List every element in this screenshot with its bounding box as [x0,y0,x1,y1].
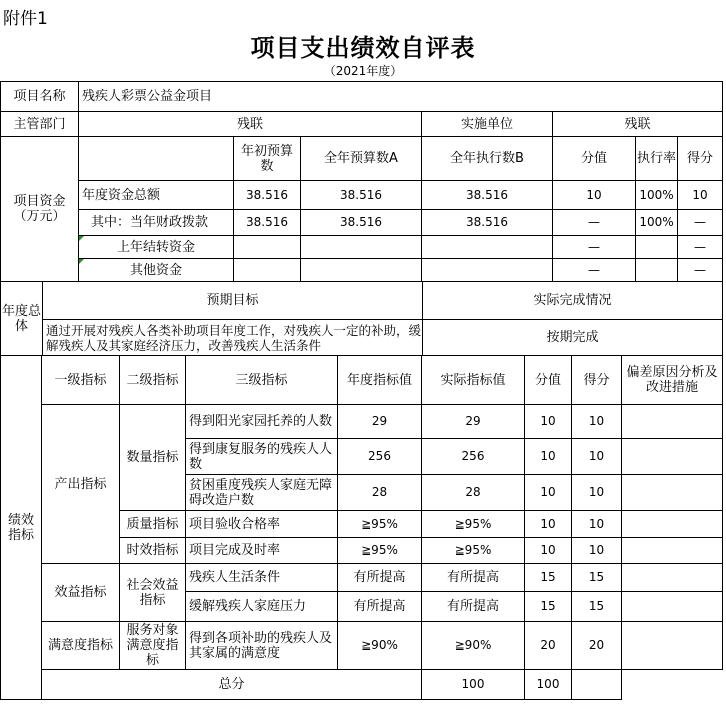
funds-cell[interactable] [234,259,301,282]
funds-cell[interactable]: — [678,259,723,282]
funds-table [0,81,723,282]
indicator-score[interactable]: 10 [572,538,622,564]
funds-cell[interactable] [422,259,553,282]
funds-cell[interactable]: 38.516 [422,181,553,210]
level2-quantity: 数量指标 [120,405,186,511]
expected-goal-text[interactable]: 通过开展对残疾人各类补助项目年度工作，对残疾人一定的补助，缓解残疾人及其家庭经济压力，改善残疾人生活条件 [43,320,423,356]
indicator-deviation[interactable] [622,511,723,538]
goals-label: 年度总体 [1,282,43,356]
indicator-deviation[interactable] [622,564,723,592]
funds-row-name: 上年结转资金 [79,236,234,259]
page-title: 项目支出绩效自评表 [250,34,476,62]
funds-row-name: 其他资金 [79,259,234,282]
funds-cell[interactable]: — [678,236,723,259]
indicator-header-target: 年度指标值 [338,356,422,405]
funds-cell[interactable] [301,236,422,259]
indicator-target[interactable]: 有所提高 [338,592,422,622]
funds-header-score-value: 分值 [553,137,636,181]
indicator-target[interactable]: ≧90% [338,622,422,670]
funds-row-name: 年度资金总额 [79,181,234,210]
indicator-name: 得到各项补助的残疾人及其家属的满意度 [186,622,338,670]
report-year: （2021年度） [323,64,403,78]
funds-cell[interactable]: — [553,259,636,282]
goals-table [0,281,723,356]
funds-cell[interactable]: — [678,210,723,236]
indicator-value[interactable]: 10 [525,405,572,439]
funds-blank-header [79,137,234,181]
indicator-value[interactable]: 10 [525,538,572,564]
indicator-name: 项目验收合格率 [186,511,338,538]
impl-unit-value[interactable]: 残联 [553,112,723,137]
funds-cell[interactable]: 38.516 [301,210,422,236]
indicator-header-level2: 二级指标 [120,356,186,405]
funds-cell[interactable]: 10 [678,181,723,210]
indicator-target[interactable]: 有所提高 [338,564,422,592]
level2-service: 服务对象满意度指标 [120,622,186,670]
indicator-target[interactable]: ≧95% [338,538,422,564]
indicator-name: 得到阳光家园托养的人数 [186,405,338,439]
indicator-actual[interactable]: 256 [422,439,525,475]
funds-header-score: 得分 [678,137,723,181]
project-name-label: 项目名称 [1,82,79,112]
funds-cell[interactable]: — [553,210,636,236]
funds-cell[interactable]: 38.516 [301,181,422,210]
indicator-header-score: 得分 [572,356,622,405]
indicator-value[interactable]: 15 [525,564,572,592]
funds-header-initial: 年初预算数 [234,137,301,181]
indicator-actual[interactable]: 29 [422,405,525,439]
funds-cell[interactable]: 100% [636,181,678,210]
indicator-name: 缓解残疾人家庭压力 [186,592,338,622]
funds-cell[interactable] [301,259,422,282]
total-value[interactable]: 100 [422,670,525,700]
dept-value[interactable]: 残联 [79,112,422,137]
level1-output: 产出指标 [42,405,120,564]
funds-cell[interactable]: 38.516 [234,210,301,236]
indicator-actual[interactable]: ≧90% [422,622,525,670]
indicator-header-actual: 实际指标值 [422,356,525,405]
project-name-value[interactable]: 残疾人彩票公益金项目 [79,82,723,112]
actual-completion-text[interactable]: 按期完成 [423,320,723,356]
indicator-score[interactable]: 15 [572,564,622,592]
funds-label: 项目资金（万元） [1,137,79,282]
indicator-deviation[interactable] [622,439,723,475]
indicator-header-level1: 一级指标 [42,356,120,405]
indicator-actual[interactable]: 有所提高 [422,592,525,622]
indicator-score[interactable]: 15 [572,592,622,622]
indicator-name: 贫困重度残疾人家庭无障碍改造户数 [186,475,338,511]
indicator-value[interactable]: 15 [525,592,572,622]
expected-goal-header: 预期目标 [43,282,423,320]
level2-social: 社会效益指标 [120,564,186,622]
impl-unit-label: 实施单位 [422,112,553,137]
total-score[interactable]: 100 [525,670,572,700]
dept-label: 主管部门 [1,112,79,137]
indicator-score[interactable]: 10 [572,475,622,511]
indicator-score[interactable]: 10 [572,439,622,475]
indicator-actual[interactable]: ≧95% [422,511,525,538]
indicator-target[interactable]: ≧95% [338,511,422,538]
funds-header-rate: 执行率 [636,137,678,181]
total-deviation[interactable] [572,670,622,700]
total-label: 总分 [42,670,422,700]
level2-quality: 质量指标 [120,511,186,538]
indicator-target[interactable]: 29 [338,405,422,439]
indicator-target[interactable]: 256 [338,439,422,475]
funds-row-name: 其中：当年财政拨款 [79,210,234,236]
indicator-value[interactable]: 20 [525,622,572,670]
funds-cell[interactable] [636,236,678,259]
actual-completion-header: 实际完成情况 [423,282,723,320]
indicator-name: 项目完成及时率 [186,538,338,564]
indicators-label: 绩效指标 [1,356,42,700]
indicator-header-value: 分值 [525,356,572,405]
indicator-score[interactable]: 10 [572,511,622,538]
indicator-deviation[interactable] [622,405,723,439]
indicator-name: 残疾人生活条件 [186,564,338,592]
indicator-actual[interactable]: 有所提高 [422,564,525,592]
indicator-header-level3: 三级指标 [186,356,338,405]
attachment-label: 附件1 [3,9,48,29]
indicator-deviation[interactable] [622,538,723,564]
indicator-value[interactable]: 10 [525,439,572,475]
funds-cell[interactable]: — [553,236,636,259]
funds-cell[interactable] [422,236,553,259]
indicator-actual[interactable]: ≧95% [422,538,525,564]
funds-cell[interactable] [636,259,678,282]
indicator-name: 得到康复服务的残疾人人数 [186,439,338,475]
indicator-score[interactable]: 20 [572,622,622,670]
indicator-value[interactable]: 10 [525,475,572,511]
indicator-target[interactable]: 28 [338,475,422,511]
level1-benefit: 效益指标 [42,564,120,622]
indicator-header-deviation: 偏差原因分析及改进措施 [622,356,723,405]
indicator-score[interactable]: 10 [572,405,622,439]
funds-header-annual: 全年预算数A [301,137,422,181]
funds-header-executed: 全年执行数B [422,137,553,181]
funds-cell[interactable]: 100% [636,210,678,236]
indicator-deviation[interactable] [622,592,723,622]
indicator-deviation[interactable] [622,622,723,670]
indicators-table [0,355,723,700]
funds-cell[interactable]: 38.516 [422,210,553,236]
indicator-value[interactable]: 10 [525,511,572,538]
funds-cell[interactable] [234,236,301,259]
funds-cell[interactable]: 10 [553,181,636,210]
level1-satisfaction: 满意度指标 [42,622,120,670]
indicator-actual[interactable]: 28 [422,475,525,511]
level2-timeliness: 时效指标 [120,538,186,564]
funds-cell[interactable]: 38.516 [234,181,301,210]
indicator-deviation[interactable] [622,475,723,511]
